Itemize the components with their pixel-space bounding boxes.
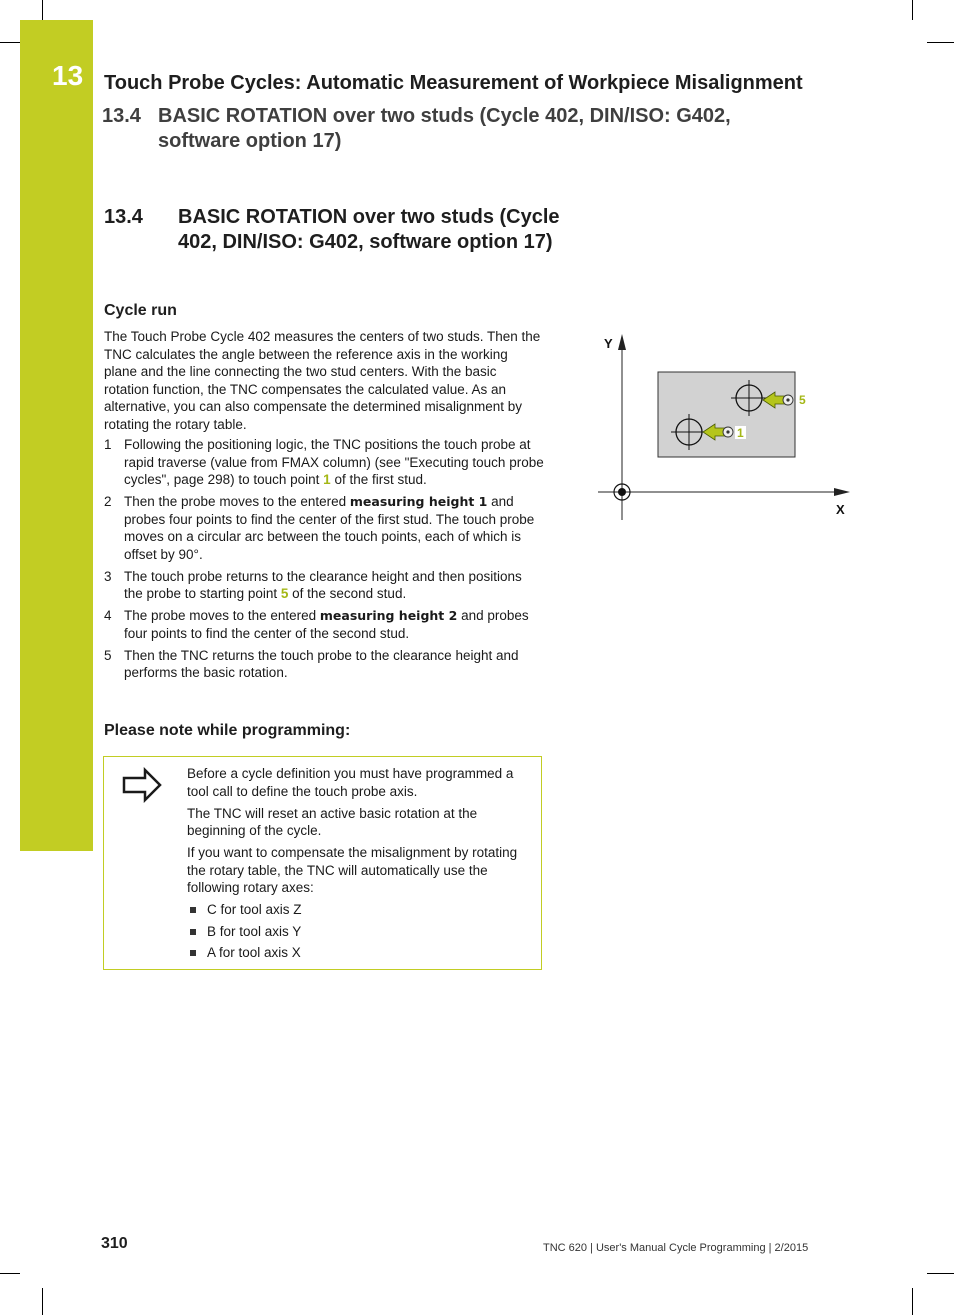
step-number: 3 <box>104 568 112 584</box>
y-axis-arrow-icon <box>618 334 626 350</box>
crop-mark <box>912 1288 913 1315</box>
step-number: 1 <box>104 437 112 452</box>
touch-point-5-label: 5 <box>799 393 806 407</box>
step-text: Then the probe moves to the entered <box>124 494 350 509</box>
note-paragraph: The TNC will reset an active basic rotation at the beginning of the cycle. <box>187 805 478 838</box>
step-text: Following the positioning logic, the TNC positions the touch probe at rapid traverse (value from FMAX column) (see "Executing touch probe cycles", page 298) to touch point <box>124 437 544 487</box>
step-number: 4 <box>104 608 112 623</box>
step-number: 2 <box>104 494 112 509</box>
cycle-run-intro: The Touch Probe Cycle 402 measures the centers of two studs. Then the TNC calculates the angle between the reference axis in the working plane and the line connecting the two stud centers. With the basic rotation function, the TNC compensates the calculated value. As an alternative, you can also compensate the determined misalignment by rotating the rotary table. <box>104 329 541 432</box>
crop-mark <box>912 0 913 20</box>
cycle-402-diagram <box>594 330 856 522</box>
notes-heading: Please note while programming: <box>104 722 351 739</box>
touch-point-1-label: 1 <box>737 426 744 440</box>
note-paragraph: Before a cycle definition you must have programmed a tool call to define the touch probe axis. <box>187 766 514 799</box>
touch-point-ref: 5 <box>280 586 289 601</box>
chapter-title: Touch Probe Cycles: Automatic Measurement of Workpiece Misalignment <box>104 72 803 94</box>
crop-mark <box>0 42 20 43</box>
touch-point-ref: 1 <box>323 472 331 487</box>
step-text: The touch probe returns to the clearance height and then positions the probe to starting point <box>124 568 522 601</box>
parameter-keyword: measuring height 2 <box>319 608 458 623</box>
list-item <box>187 923 537 941</box>
notes-content <box>187 765 537 966</box>
list-item <box>187 901 537 919</box>
programming-notes-box <box>103 756 542 970</box>
list-item-text: B for tool axis Y <box>207 923 302 939</box>
datum-center <box>618 488 626 496</box>
step-number: 5 <box>104 647 112 663</box>
list-item <box>104 568 544 603</box>
crop-mark <box>927 1273 954 1274</box>
page-number: 310 <box>101 1235 128 1252</box>
section-number: 13.4 <box>104 206 143 228</box>
x-axis-arrow-icon <box>834 488 850 496</box>
crop-mark <box>42 0 43 20</box>
list-item <box>104 493 544 563</box>
step-text: Then the TNC returns the touch probe to the clearance height and performs the basic rotation. <box>124 647 519 680</box>
list-item <box>104 436 544 489</box>
bullet-square-icon <box>190 950 196 956</box>
step-text: The probe moves to the entered <box>124 608 320 623</box>
y-axis-label: Y <box>604 336 613 351</box>
bullet-square-icon <box>190 929 196 935</box>
step-text: of the first stud. <box>330 472 427 487</box>
chapter-tab <box>20 20 93 851</box>
list-item <box>104 607 544 642</box>
note-paragraph: If you want to compensate the misalignment by rotating the rotary table, the TNC will automatically use the following rotary axes: <box>187 845 518 895</box>
probe-tip-center <box>786 398 789 401</box>
probe-tip-center <box>726 430 729 433</box>
crop-mark <box>0 1273 20 1274</box>
crop-mark <box>42 1288 43 1315</box>
step-text: and probes four points to find the center of the second stud. <box>124 608 529 641</box>
rotary-axes-list <box>187 901 537 962</box>
x-axis-label: X <box>836 502 845 517</box>
list-item-text: A for tool axis X <box>207 945 301 960</box>
subsection-title: BASIC ROTATION over two studs (Cycle 402, DIN/ISO: G402, software option 17) <box>158 105 731 152</box>
footer-text: TNC 620 | User's Manual Cycle Programming | 2/2015 <box>543 1242 809 1254</box>
list-item-text: C for tool axis Z <box>207 902 302 917</box>
list-item <box>104 647 544 682</box>
step-text: and probes four points to find the center of the first stud. The touch probe moves on a circular arc between the touch points, each of which is offset by 90°. <box>124 494 535 562</box>
crop-mark <box>927 42 954 43</box>
cycle-steps-list <box>104 436 544 686</box>
list-item <box>187 944 537 962</box>
subsection-number: 13.4 <box>102 105 141 127</box>
parameter-keyword: measuring height 1 <box>349 494 488 509</box>
bullet-square-icon <box>190 907 196 913</box>
arrow-right-icon <box>121 767 163 803</box>
section-title: BASIC ROTATION over two studs (Cycle 402, DIN/ISO: G402, software option 17) <box>178 206 560 253</box>
workpiece-plate <box>658 372 795 457</box>
step-text: of the second stud. <box>288 586 407 601</box>
chapter-number: 13 <box>52 60 84 91</box>
cycle-run-heading: Cycle run <box>104 302 177 319</box>
